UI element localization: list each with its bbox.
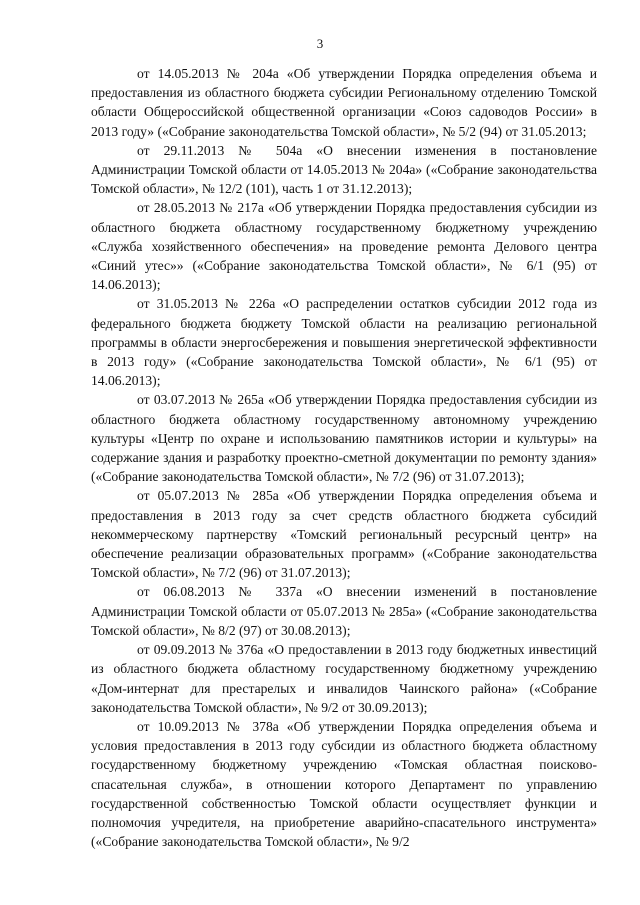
entry-text: от 14.05.2013 № 204а «Об утверждении Порядка определения объема и предоставления из областного бюджета субсидии Региональному отделению Томской области Общероссийской общественной организации «Союз садоводов России» в 2013 году» («Собрание законодательства Томской области», № 5/2 (94) от 31.05.2013;: [91, 66, 597, 139]
entry-text: от 09.09.2013 № 376а «О предоставлении в 2013 году бюджетных инвестиций из областного бюджета областному государственному бюджетному учреждению «Дом-интернат для престарелых и инвалидов Чаинского района» («Собрание законодательства Томской области», № 9/2 от 30.09.2013);: [91, 642, 597, 715]
list-item: [91, 198, 597, 294]
list-item: [91, 64, 597, 141]
entry-text: от 29.11.2013 № 504а «О внесении изменения в постановление Администрации Томской области от 14.05.2013 № 204а» («Собрание законодательства Томской области», № 12/2 (101), часть 1 от 31.12.2013);: [91, 142, 597, 197]
list-item: [91, 640, 597, 717]
entry-text: от 03.07.2013 № 265а «Об утверждении Порядка предоставления субсидии из областного бюджета областному государственному автономному учреждению культуры «Центр по охране и использованию памятников истории и культуры» на содержание здания и разработку проектно-сметной документации по ремонту здания» («Собрание законодательства Томской области», № 7/2 (96) от 31.07.2013);: [91, 392, 597, 485]
entry-text: от 10.09.2013 № 378а «Об утверждении Порядка определения объема и условия предоставления в 2013 году субсидии из областного бюджета областному государственному бюджетному учреждению «Томская областная поисково-спасательная служба», в отношении которого Департамент по управлению государственной собственностью Томской области осуществляет функции и полномочия учредителя, на приобретение аварийно-спасательного инструмента» («Собрание законодательства Томской области», № 9/2: [91, 718, 597, 850]
entry-text: от 31.05.2013 № 226а «О распределении остатков субсидии 2012 года из федерального бюджета бюджету Томской области на реализацию региональной программы в области энергосбережения и повышения энергетической эффективности в 2013 году» («Собрание законодательства Томской области», № 6/1 (95) от 14.06.2013);: [91, 296, 597, 389]
list-item: [91, 717, 597, 851]
entry-text: от 05.07.2013 № 285а «Об утверждении Порядка определения объема и предоставления в 2013 году за счет средств областного бюджета субсидий некоммерческому партнерству «Томский региональный ресурсный центр» на обеспечение реализации образовательных программ» («Собрание законодательства Томской области», № 7/2 (96) от 31.07.2013);: [91, 488, 597, 581]
document-body: [91, 64, 597, 851]
entry-text: от 28.05.2013 № 217а «Об утверждении Порядка предоставления субсидии из областного бюджета областному государственному бюджетному учреждению «Служба хозяйственного обеспечения» на проведение ремонта Делового центра «Синий утес»» («Собрание законодательства Томской области», № 6/1 (95) от 14.06.2013);: [91, 200, 597, 293]
list-item: [91, 390, 597, 486]
entry-text: от 06.08.2013 № 337а «О внесении изменений в постановление Администрации Томской области от 05.07.2013 № 285а» («Собрание законодательства Томской области», № 8/2 (97) от 30.08.2013);: [91, 584, 597, 638]
list-item: [91, 582, 597, 640]
list-item: [91, 294, 597, 390]
list-item: [91, 141, 597, 199]
list-item: [91, 486, 597, 582]
page-number: 3: [316, 36, 324, 51]
